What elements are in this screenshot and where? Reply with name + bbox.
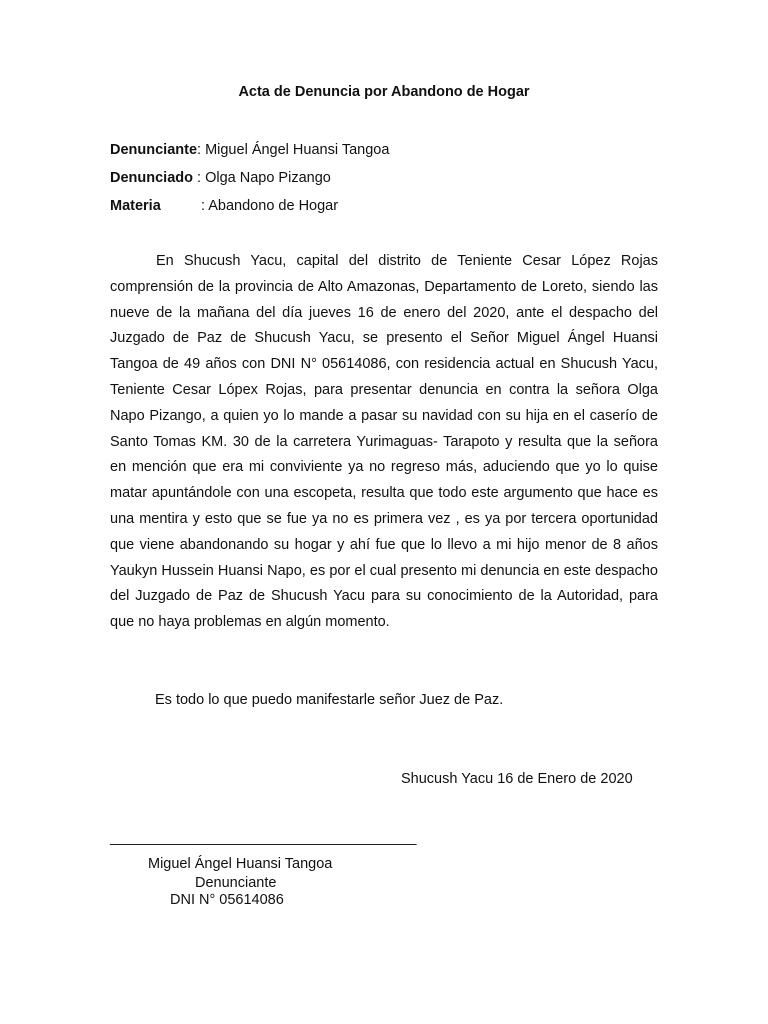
- denunciado-label: Denunciado: [110, 170, 193, 186]
- denunciante-field: [110, 142, 389, 158]
- materia-label: Materia: [110, 198, 161, 214]
- place-date: Shucush Yacu 16 de Enero de 2020: [401, 771, 633, 787]
- denunciado-value: : Olga Napo Pizango: [197, 170, 331, 186]
- materia-value: : Abandono de Hogar: [201, 198, 339, 214]
- signature-name: Miguel Ángel Huansi Tangoa: [148, 856, 333, 872]
- denunciado-field: [110, 170, 331, 186]
- denunciante-value: : Miguel Ángel Huansi Tangoa: [197, 142, 390, 158]
- denunciante-label: Denunciante: [110, 142, 198, 158]
- signature-line: ______________________________________: [110, 830, 417, 846]
- closing-statement: Es todo lo que puedo manifestarle señor Juez de Paz.: [155, 692, 504, 708]
- signature-dni: DNI N° 05614086: [170, 892, 284, 908]
- document-title: Acta de Denuncia por Abandono de Hogar: [238, 84, 530, 100]
- body-text: En Shucush Yacu, capital del distrito de Teniente Cesar López Rojas comprensión de la provincia de Alto Amazonas, Departamento de Loreto, siendo las nueve de la mañana del día jueves 16 de enero del 2020, ante el despacho del Juzgado de Paz de Shucush Yacu, se presento el Señor Miguel Ángel Huansi Tangoa de 49 años con DNI N° 05614086, con residencia actual en Shucush Yacu, Teniente Cesar Lópex Rojas, para presentar denuncia en contra la señora Olga Napo Pizango, a quien yo lo mande a pasar su navidad con su hija en el caserío de Santo Tomas KM. 30 de la carretera Yurimaguas- Tarapoto y resulta que la señora en mención que era mi conviviente ya no regreso más, aduciendo que yo lo quise matar apuntándole con una escopeta, resulta que todo este argumento que hace es una mentira y esto que se fue ya no es primera vez , es ya por tercera oportunidad que viene abandonando su hogar y ahí fue que lo llevo a mi hijo menor de 8 años Yaukyn Hussein Huansi Napo, es por el cual presento mi denuncia en este despacho del Juzgado de Paz de Shucush Yacu para su conocimiento de la Autoridad, para que no haya problemas en algún momento.: [110, 253, 658, 631]
- body-paragraph: [110, 249, 658, 636]
- signature-role: Denunciante: [195, 875, 277, 891]
- materia-field: [110, 198, 338, 214]
